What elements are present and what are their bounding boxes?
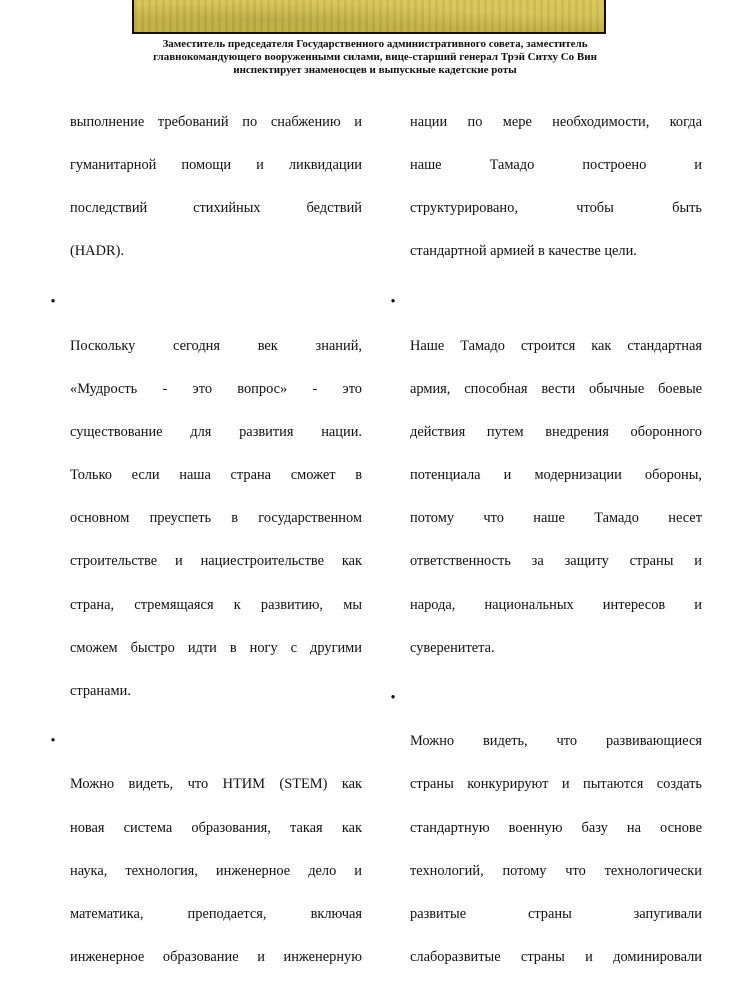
text-line: наука, технология, инженерное дело и (70, 862, 362, 879)
text-line: слаборазвитые страны и доминировали (410, 949, 702, 966)
header-photo (132, 0, 606, 34)
text-line: наше Тамадо построено и (410, 156, 702, 173)
text-line: инженерное образование и инженерную (70, 949, 362, 966)
text-line: сможем быстро идти в ногу с другими (70, 639, 362, 656)
text-line: выполнение требований по снабжению и (70, 113, 362, 130)
text-line: потому что наше Тамадо несет (410, 510, 702, 527)
text-line: математика, преподается, включая (70, 905, 362, 922)
caption-line: главнокомандующего вооруженными силами, вице-старший генерал Трэй Ситху Со Вин (153, 51, 597, 63)
text-line: существование для развития нации. (70, 423, 362, 440)
text-line: Наше Тамадо строится как стандартная (410, 337, 702, 354)
photo-caption (100, 38, 650, 77)
text-line: строительстве и нациестроительстве как (70, 553, 362, 570)
text-line: стандартной армией в качестве цели. (410, 243, 637, 260)
text-line: Можно видеть, что развивающиеся (410, 733, 702, 750)
caption-line: Заместитель председателя Государственного административного совета, заместитель (162, 38, 588, 50)
text-line: (HADR). (70, 243, 124, 260)
text-line: основном преуспеть в государственном (70, 510, 362, 527)
text-line: ответственность за защиту страны и (410, 553, 702, 570)
text-line: потенциала и модернизации обороны, (410, 467, 702, 484)
left-continuation-paragraph (70, 90, 362, 284)
text-line: странами. (70, 683, 131, 700)
right-column (390, 90, 702, 997)
text-line: армия, способная вести обычные боевые (410, 380, 702, 397)
bullet-marker: • (390, 690, 396, 707)
bullet-item (390, 292, 702, 681)
text-line: Поскольку сегодня век знаний, (70, 337, 362, 354)
text-line: нации по мере необходимости, когда (410, 113, 702, 130)
text-line: гуманитарной помощи и ликвидации (70, 156, 362, 173)
text-line: структурировано, чтобы быть (410, 199, 702, 216)
text-line: развитые страны запугивали (410, 905, 702, 922)
bullet-item (50, 292, 362, 724)
text-line: суверенитета. (410, 639, 495, 656)
text-line: Только если наша страна сможет в (70, 467, 362, 484)
text-line: действия путем внедрения оборонного (410, 423, 702, 440)
text-line: страна, стремящаяся к развитию, мы (70, 596, 362, 613)
text-line: новая система образования, такая как (70, 819, 362, 836)
bullet-marker: • (50, 294, 56, 311)
text-line: народа, национальных интересов и (410, 596, 702, 613)
text-line: Можно видеть, что НТИМ (STEM) как (70, 776, 362, 793)
text-line: последствий стихийных бедствий (70, 199, 362, 216)
text-line: технологий, потому что технологически (410, 862, 702, 879)
photo-field-texture (134, 0, 604, 32)
bullet-item (390, 688, 702, 990)
left-column (50, 90, 362, 997)
text-line: страны конкурируют и пытаются создать (410, 776, 702, 793)
text-line: стандартную военную базу на основе (410, 819, 702, 836)
text-line: «Мудрость - это вопрос» - это (70, 380, 362, 397)
bullet-marker: • (390, 294, 396, 311)
bullet-marker: • (50, 733, 56, 750)
right-continuation-paragraph (410, 90, 702, 284)
caption-line: инспектирует знаменосцев и выпускные кадетские роты (233, 64, 517, 76)
bullet-item (50, 731, 362, 990)
